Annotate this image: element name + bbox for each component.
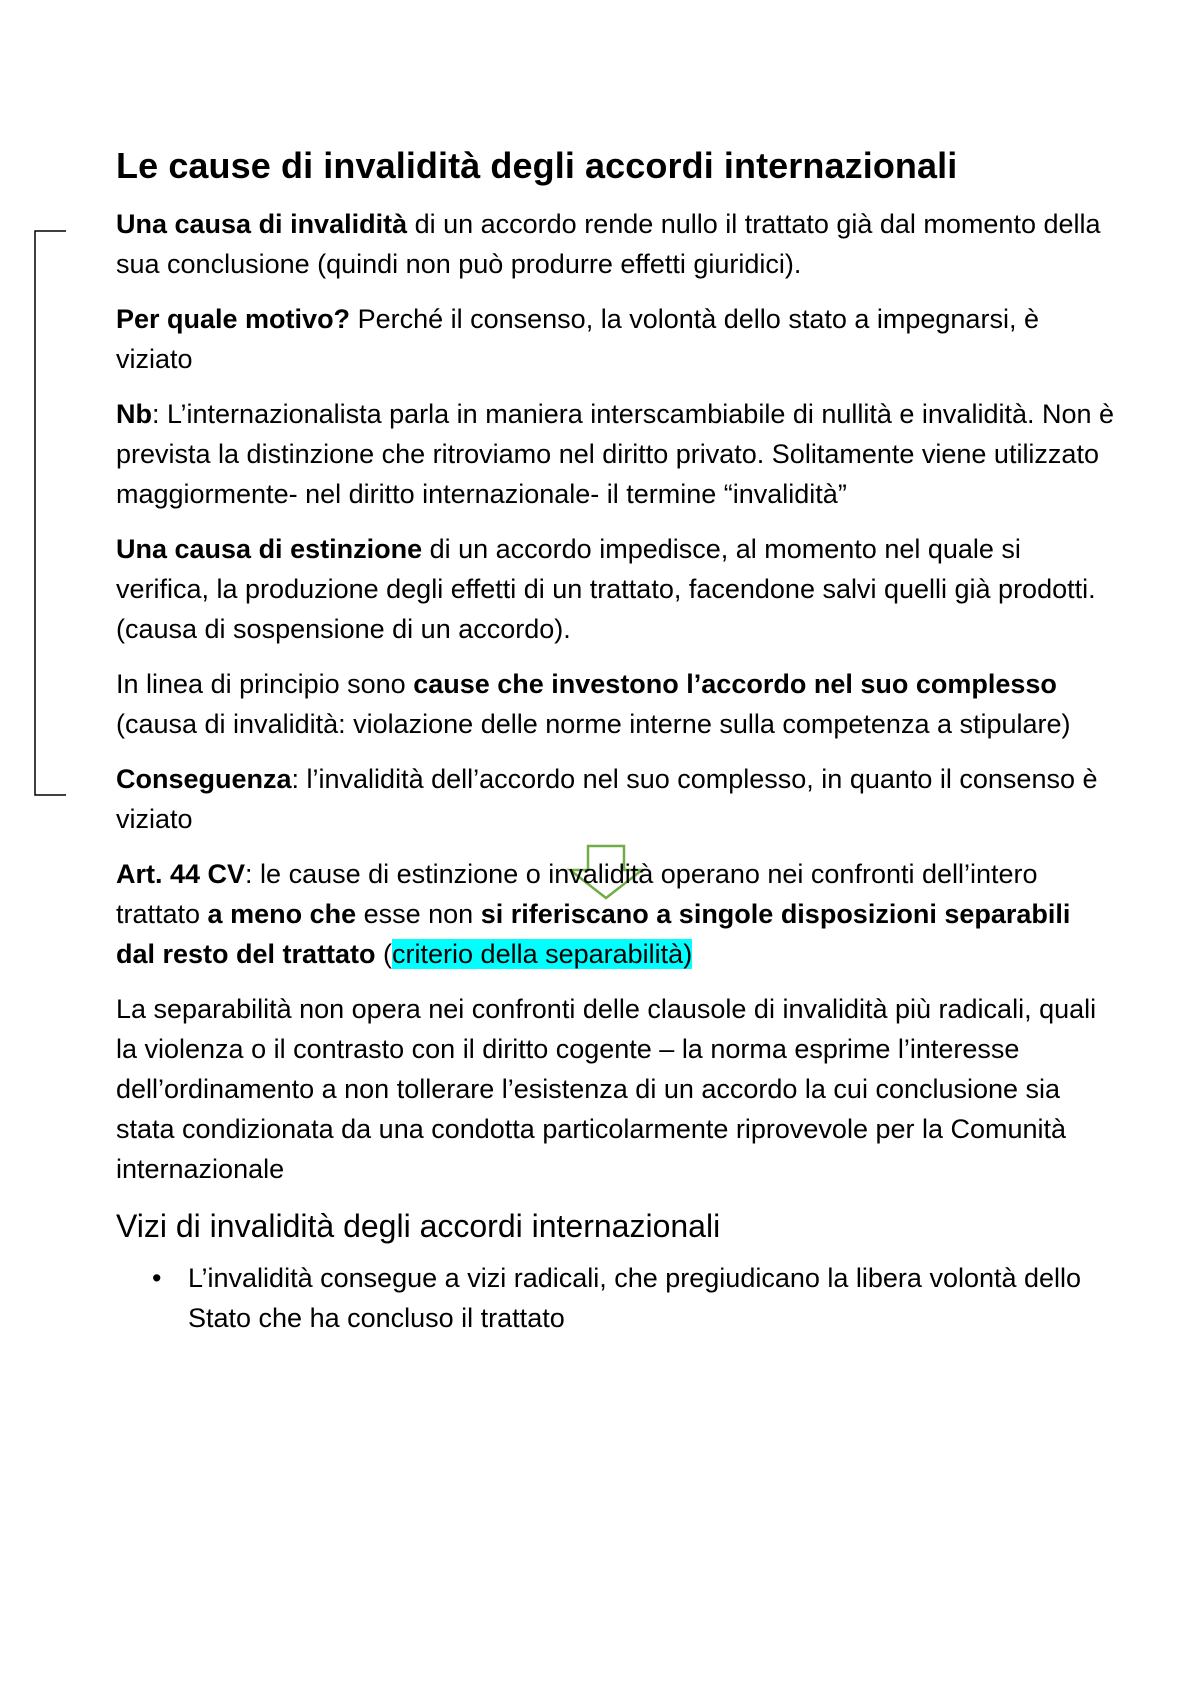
left-bracket-line [34,230,66,796]
list-item [116,1258,1116,1338]
paragraph-text: Perché il consenso, la volontà dello stato a impegnarsi, è viziato [116,304,1039,374]
highlighted-text: criterio della separabilità) [392,939,693,969]
bold-text: cause che investono l’accordo nel suo complesso [413,669,1057,699]
paragraph-separability [116,989,1116,1189]
document-content [116,142,1116,1338]
bold-text: Conseguenza [116,764,292,794]
paragraph-extinction-cause [116,529,1116,649]
paragraph-invalidity-cause [116,204,1116,284]
paragraph-text: : le cause di estinzione o invalidità operano nei confronti dell’intero trattato [116,859,1038,929]
bold-text: a meno che [207,899,357,929]
list-item-text: L’invalidità consegue a vizi radicali, che pregiudicano la libera volontà dello Stato che ha concluso il trattato [188,1263,1082,1333]
bold-text: Nb [116,399,152,429]
paragraph-text: ( [375,939,393,969]
bold-text: si riferiscano a singole disposizioni separabili dal resto del trattato [116,899,1071,969]
paragraph-text: : L’internazionalista parla in maniera interscambiabile di nullità e invalidità. Non è prevista la distinzione che ritroviamo nel diritto privato. Solitamente viene utilizzato maggiormente- nel diritto internazionale- il termine “invalidità” [116,399,1115,509]
bullet-list [116,1258,1116,1338]
paragraph-text: (causa di invalidità: violazione delle norme interne sulla competenza a stipulare) [116,709,1071,739]
paragraph-text: : l’invalidità dell’accordo nel suo complesso, in quanto il consenso è viziato [116,764,1098,834]
paragraph-text: di un accordo rende nullo il trattato già dal momento della sua conclusione (quindi non può produrre effetti giuridici). [116,209,1101,279]
paragraph-art-44 [116,854,1116,974]
bold-text: Per quale motivo? [116,304,351,334]
paragraph-consequence [116,759,1116,839]
paragraph-text: di un accordo impedisce, al momento nel quale si verifica, la produzione degli effetti di un trattato, facendone salvi quelli già prodotti. (causa di sospensione di un accordo). [116,534,1096,644]
paragraph-principle [116,664,1116,744]
bullet-icon: • [152,1263,162,1293]
paragraph-text: La separabilità non opera nei confronti delle clausole di invalidità più radicali, quali la violenza o il contrasto con il diritto cogente – la norma esprime l’interesse dell’ordinamento a non tollerare l’esistenza di un accordo la cui conclusione sia stata condizionata da una condotta particolarmente riprovevole per la Comunità internazionale [116,994,1097,1184]
page-title: Le cause di invalidità degli accordi internazionali [116,145,958,186]
bold-text: Art. 44 CV [116,859,246,889]
section-heading: Vizi di invalidità degli accordi internazionali [116,1208,721,1244]
paragraph-text: esse non [356,899,481,929]
paragraph-reason [116,299,1116,379]
bold-text: Una causa di invalidità [116,209,408,239]
paragraph-text: In linea di principio sono [116,669,414,699]
bold-text: Una causa di estinzione [116,534,423,564]
paragraph-note [116,394,1116,514]
